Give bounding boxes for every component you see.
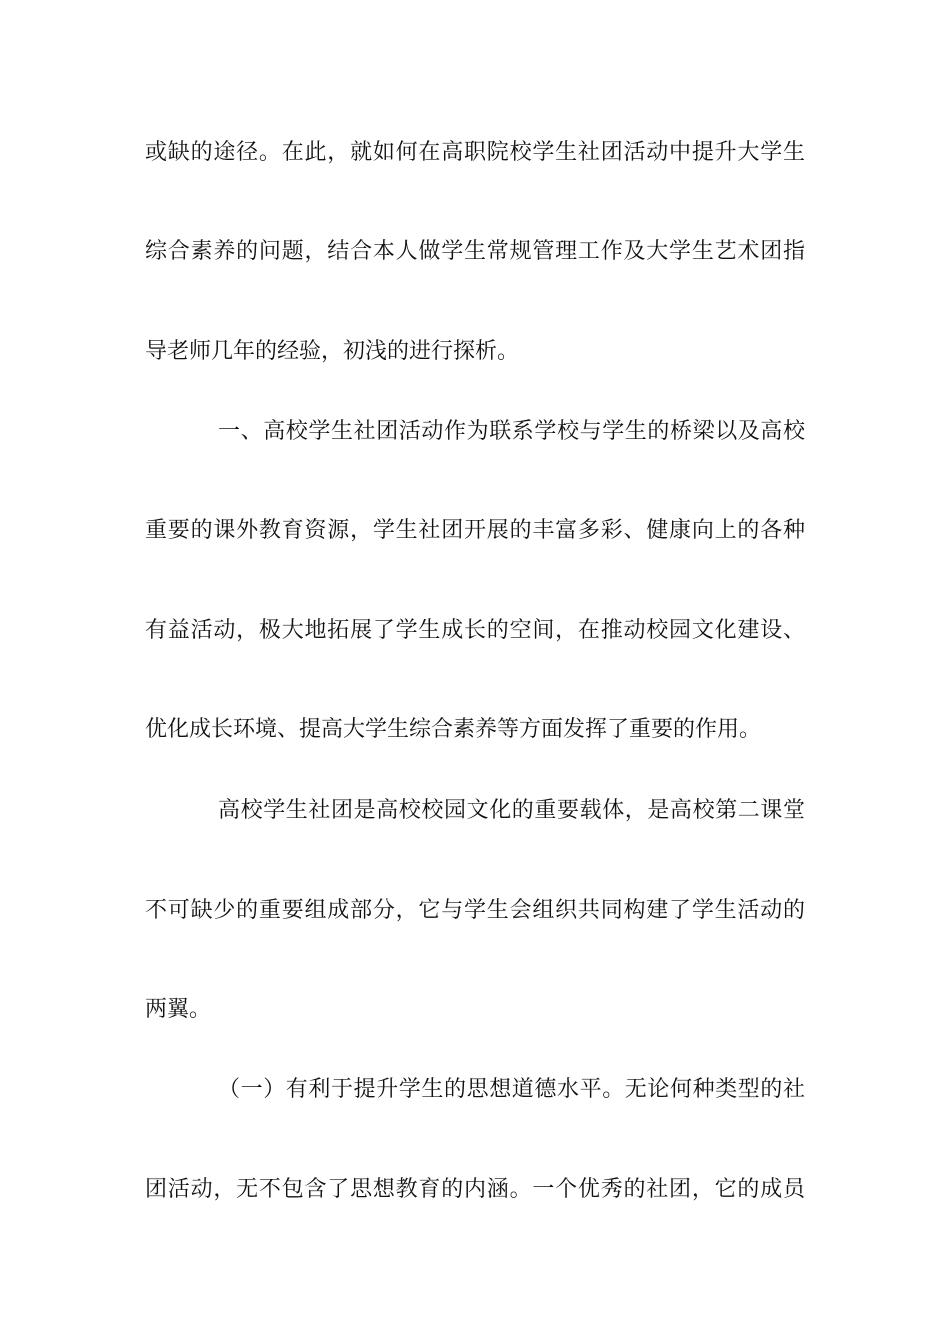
text-line: 或缺的途径。在此，就如何在高职院校学生社团活动中提升大学生 xyxy=(145,140,805,165)
text-line: 优化成长环境、提高大学生综合素养等方面发挥了重要的作用。 xyxy=(145,717,762,742)
text-line: 综合素养的问题，结合本人做学生常规管理工作及大学生艺术团指 xyxy=(145,239,805,264)
text-line: 不可缺少的重要组成部分，它与学生会组织共同构建了学生活动的 xyxy=(145,898,805,923)
text-line: 重要的课外教育资源，学生社团开展的丰富多彩、健康向上的各种 xyxy=(145,518,805,543)
paragraph-first-line: 高校学生社团是高校校园文化的重要载体，是高校第二课堂 xyxy=(218,798,805,823)
paragraph-first-line: 一、高校学生社团活动作为联系学校与学生的桥梁以及高校 xyxy=(218,419,805,444)
text-line: 有益活动，极大地拓展了学生成长的空间，在推动校园文化建设、 xyxy=(145,618,805,643)
text-line: 团活动，无不包含了思想教育的内涵。一个优秀的社团，它的成员 xyxy=(145,1177,805,1202)
text-line: 两翼。 xyxy=(145,997,212,1022)
text-line: 导老师几年的经验，初浅的进行探析。 xyxy=(145,339,520,364)
paragraph-first-line: （一）有利于提升学生的思想道德水平。无论何种类型的社 xyxy=(218,1077,805,1102)
